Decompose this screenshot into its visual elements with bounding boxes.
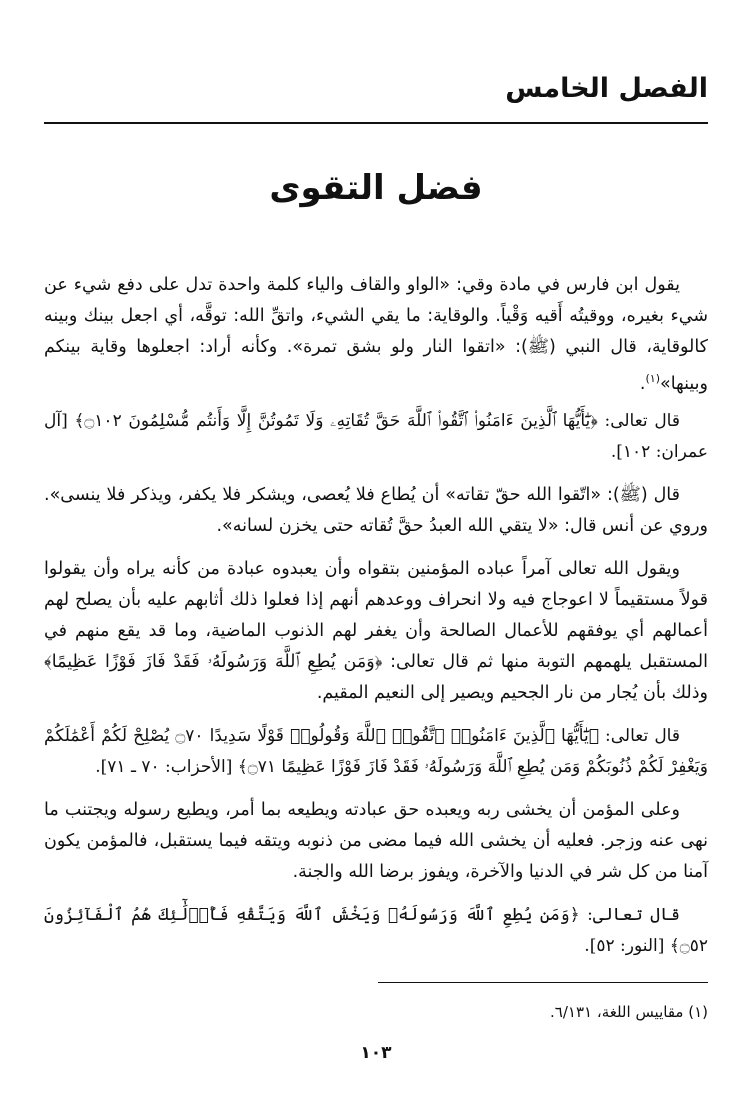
footnote: (١) مقاييس اللغة، ٦/١٣١.: [550, 1003, 708, 1021]
chapter-divider: [44, 122, 708, 124]
paragraph: قال (ﷺ): «اتّقوا الله حقّ تقاته» أن يُطاع فلا يُعصى، ويشكر فلا يكفر، ويذكر فلا ينسى». وروي عن أنس قال: «لا يتقي الله العبدُ حقَّ تُقاته حتى يخزن لسانه».: [44, 484, 708, 536]
paragraph-text: يقول ابن فارس في مادة وقي: «الواو والقاف والياء كلمة واحدة تدل على دفع شيء عن شيء بغيره، ووقيتُه أَقيه وَقْياً. والوقاية: ما يقي الشيء، واتقِّ الله: توقَّه، أي اجعل بينك وبينه كالوقاية، قال النبي (ﷺ): «اتقوا النار ولو بشق تمرة». وكأنه أراد: اجعلوها وقاية بينكم وبينها»: [44, 275, 708, 394]
paragraph: وعلى المؤمن أن يخشى ربه ويعبده حق عبادته ويطيعه بما أمر، ويطيع رسوله ويجتنب ما نهى عنه وزجر. فعليه أن يخشى الله فيما مضى من ذنوبه ويتقه فيما يستقبل، فالمؤمن يكون آمنا من كل شر في الدنيا والآخرة، ويفوز برضا الله والجنة.: [44, 799, 708, 882]
footnote-divider: [378, 982, 708, 983]
page-number: ١٠٣: [360, 1043, 392, 1063]
page-title: فضل التقوى: [269, 168, 483, 208]
main-text: [44, 270, 708, 974]
paragraph: قال تعالى: ﴿وَمَن يُطِعِ ٱللَّهَ وَرَسُولَهُۥ وَيَخْشَ ٱللَّهَ وَيَتَّقْهِ فَأُو۟لَٰٓئِكَ هُمُ ٱلْفَآئِزُونَ ۝٥٢﴾ [النور: ٥٢].: [44, 904, 708, 956]
paragraph: يقول ابن فارس في مادة وقي: «الواو والقاف والياء كلمة واحدة تدل على دفع شيء عن شيء بغيره، ووقيتُه أَقيه وَقْياً. والوقاية: ما يقي الشيء، واتقِّ الله: توقَّه، أي اجعل بينك وبينه كالوقاية، قال النبي (ﷺ): «اتقوا النار ولو بشق تمرة». وكأنه أراد: اجعلوها وقاية بينكم وبينها»$^{(١)}$.: [44, 275, 708, 394]
chapter-heading: الفصل الخامس: [505, 73, 708, 104]
paragraph: قال تعالى: ﴿يَٰٓأَيُّهَا ٱلَّذِينَ ءَامَنُوا۟ ٱتَّقُوا۟ ٱللَّهَ حَقَّ تُقَاتِهِۦ وَلَا تَمُوتُنَّ إِلَّا وَأَنتُم مُّسْلِمُونَ ۝١٠٢﴾ [آل عمران: ١٠٢].: [44, 410, 708, 462]
footnote-marker: (١): [645, 372, 660, 385]
paragraph: قال تعالى: ﴿يَٰٓأَيُّهَا ٱلَّذِينَ ءَامَنُوا۟ ٱتَّقُوا۟ ٱللَّهَ وَقُولُوا۟ قَوْلًا سَدِيدًا ۝٧٠ يُصْلِحْ لَكُمْ أَعْمَٰلَكُمْ وَيَغْفِرْ لَكُمْ ذُنُوبَكُمْ وَمَن يُطِعِ ٱللَّهَ وَرَسُولَهُۥ فَقَدْ فَازَ فَوْزًا عَظِيمًا ۝٧١﴾ [الأحزاب: ٧٠ ـ ٧١].: [44, 725, 708, 777]
paragraph: ويقول الله تعالى آمراً عباده المؤمنين بتقواه وأن يعبدوه عبادة من كأنه يراه وأن يقولوا قولاً مستقيماً لا اعوجاج فيه ولا انحراف ووعدهم أنهم إذا فعلوا ذلك أثابهم عليه بأن يصلح لهم أعمالهم أي يوفقهم للأعمال الصالحة وأن يغفر لهم الذنوب الماضية، وما قد يقع منهم في المستقبل يلهمهم التوبة منها ثم قال تعالى: ﴿وَمَن يُطِعِ ٱللَّهَ وَرَسُولَهُۥ فَقَدْ فَازَ فَوْزًا عَظِيمًا﴾ وذلك بأن يُجار من نار الجحيم ويصير إلى النعيم المقيم.: [44, 558, 708, 703]
